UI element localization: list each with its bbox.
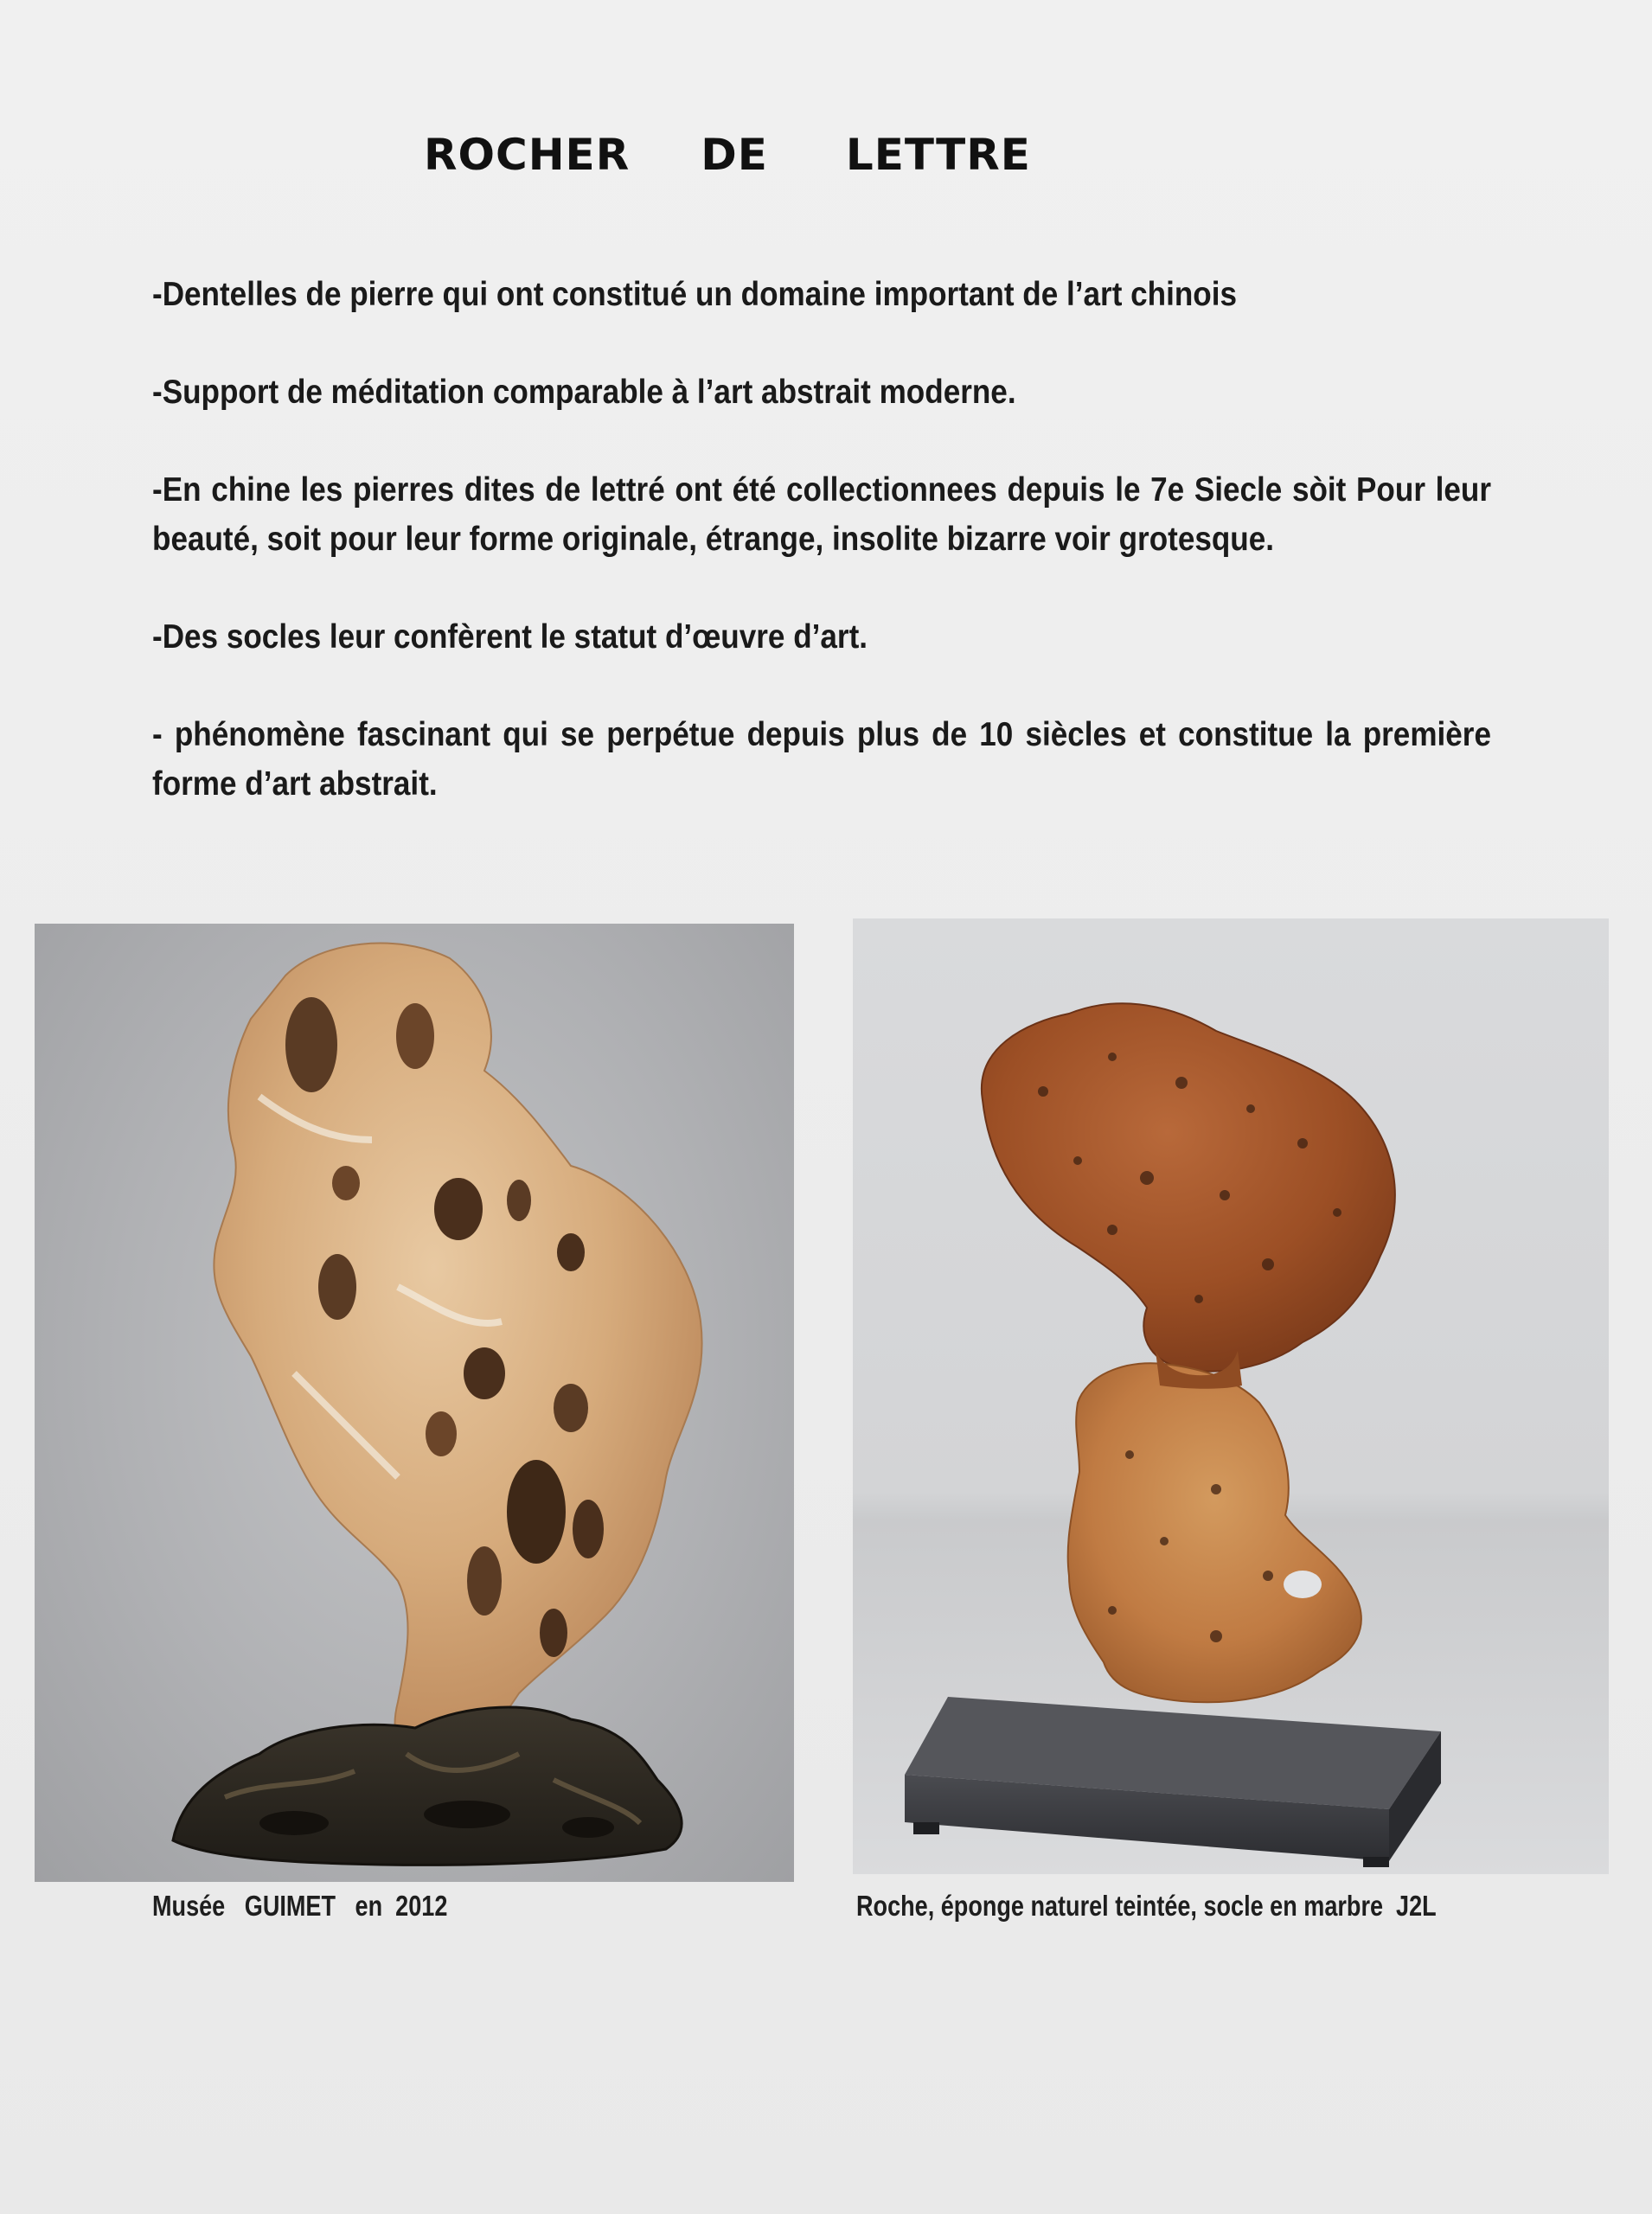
photo-scholar-rock-guimet <box>35 924 794 1882</box>
caption-right: Roche, éponge naturel teintée, socle en marbre J2L <box>856 1890 1437 1922</box>
paragraph-4: -Des socles leur confèrent le statut d’œuvre d’art. <box>152 618 868 656</box>
paragraph-5: - phénomène fascinant qui se perpétue depuis plus de 10 siècles et constitue la première forme d’art abstrait. <box>152 716 1491 803</box>
title-word-de: DE <box>701 130 768 180</box>
paragraph-2: -Support de méditation comparable à l’art abstrait moderne. <box>152 374 1016 411</box>
scholar-rock-illustration <box>35 924 794 1882</box>
title-word-lettre: LETTRE <box>845 130 1031 180</box>
title-word-rocher: ROCHER <box>424 130 631 180</box>
caption-left: Musée GUIMET en 2012 <box>152 1890 448 1922</box>
paragraph-3: -En chine les pierres dites de lettré ont été collectionnees depuis le 7e Siecle sòit Pour leur beauté, soit pour leur forme originale, étrange, insolite bizarre voir grotesque. <box>152 471 1491 558</box>
sponge-rock-illustration <box>853 918 1609 1874</box>
paragraph-1: -Dentelles de pierre qui ont constitué un domaine important de l’art chinois <box>152 276 1238 313</box>
document-title <box>424 130 1031 180</box>
body-text <box>152 270 1491 857</box>
photo-sponge-rock-j2l <box>853 918 1609 1874</box>
